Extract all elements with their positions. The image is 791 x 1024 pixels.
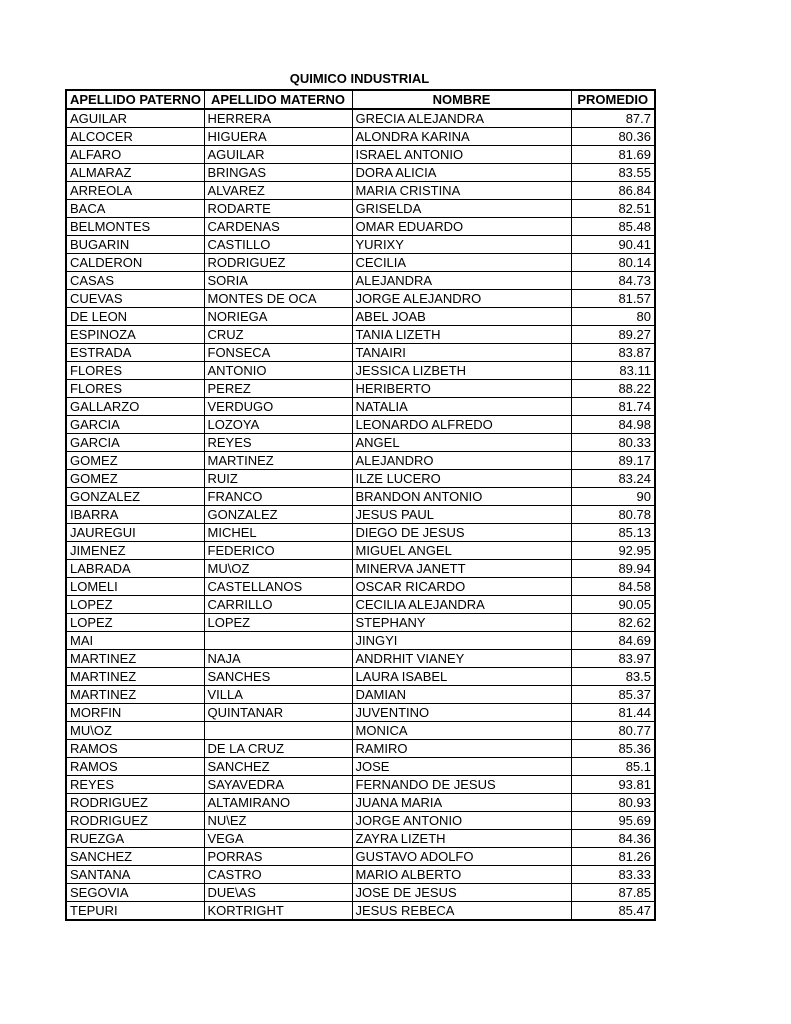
apellido-paterno-cell: LOPEZ: [66, 614, 204, 632]
nombre-cell: ALONDRA KARINA: [352, 128, 571, 146]
apellido-materno-cell: GONZALEZ: [204, 506, 352, 524]
apellido-paterno-cell: BELMONTES: [66, 218, 204, 236]
promedio-cell: 80.33: [571, 434, 655, 452]
apellido-paterno-cell: RAMOS: [66, 740, 204, 758]
apellido-materno-cell: BRINGAS: [204, 164, 352, 182]
apellido-paterno-cell: GALLARZO: [66, 398, 204, 416]
promedio-cell: 90.41: [571, 236, 655, 254]
table-row: [66, 218, 655, 236]
apellido-materno-cell: [204, 722, 352, 740]
table-row: [66, 128, 655, 146]
promedio-cell: 81.44: [571, 704, 655, 722]
table-row: [66, 614, 655, 632]
nombre-cell: TANAIRI: [352, 344, 571, 362]
nombre-cell: GRECIA ALEJANDRA: [352, 109, 571, 128]
apellido-paterno-cell: GARCIA: [66, 416, 204, 434]
table-row: [66, 488, 655, 506]
apellido-materno-cell: REYES: [204, 434, 352, 452]
table-row: [66, 794, 655, 812]
apellido-materno-cell: CARRILLO: [204, 596, 352, 614]
promedio-cell: 85.1: [571, 758, 655, 776]
nombre-cell: ALEJANDRA: [352, 272, 571, 290]
promedio-cell: 83.5: [571, 668, 655, 686]
promedio-cell: 85.47: [571, 902, 655, 921]
promedio-cell: 81.69: [571, 146, 655, 164]
apellido-paterno-cell: MARTINEZ: [66, 686, 204, 704]
promedio-cell: 87.7: [571, 109, 655, 128]
apellido-paterno-cell: ALCOCER: [66, 128, 204, 146]
table-row: [66, 272, 655, 290]
nombre-cell: DORA ALICIA: [352, 164, 571, 182]
table-row: [66, 109, 655, 128]
apellido-paterno-cell: ARREOLA: [66, 182, 204, 200]
nombre-cell: JUVENTINO: [352, 704, 571, 722]
apellido-materno-cell: RODRIGUEZ: [204, 254, 352, 272]
apellido-materno-cell: NORIEGA: [204, 308, 352, 326]
promedio-cell: 86.84: [571, 182, 655, 200]
nombre-cell: MARIO ALBERTO: [352, 866, 571, 884]
table-row: [66, 326, 655, 344]
apellido-paterno-cell: REYES: [66, 776, 204, 794]
apellido-materno-cell: ALTAMIRANO: [204, 794, 352, 812]
nombre-cell: JOSE DE JESUS: [352, 884, 571, 902]
nombre-cell: ALEJANDRO: [352, 452, 571, 470]
apellido-paterno-cell: MARTINEZ: [66, 650, 204, 668]
promedio-cell: 80.93: [571, 794, 655, 812]
apellido-materno-cell: KORTRIGHT: [204, 902, 352, 921]
table-row: [66, 686, 655, 704]
promedio-cell: 85.13: [571, 524, 655, 542]
table-row: [66, 632, 655, 650]
nombre-cell: ANDRHIT VIANEY: [352, 650, 571, 668]
nombre-cell: OSCAR RICARDO: [352, 578, 571, 596]
apellido-paterno-cell: GONZALEZ: [66, 488, 204, 506]
apellido-paterno-cell: FLORES: [66, 362, 204, 380]
table-row: [66, 740, 655, 758]
promedio-cell: 82.62: [571, 614, 655, 632]
promedio-cell: 80.77: [571, 722, 655, 740]
apellido-paterno-cell: CUEVAS: [66, 290, 204, 308]
promedio-cell: 81.74: [571, 398, 655, 416]
nombre-cell: LAURA ISABEL: [352, 668, 571, 686]
nombre-cell: JESUS PAUL: [352, 506, 571, 524]
apellido-materno-cell: CASTILLO: [204, 236, 352, 254]
table-body: [66, 109, 655, 920]
apellido-paterno-cell: RUEZGA: [66, 830, 204, 848]
apellido-paterno-cell: GOMEZ: [66, 470, 204, 488]
apellido-paterno-cell: JIMENEZ: [66, 542, 204, 560]
apellido-materno-cell: LOPEZ: [204, 614, 352, 632]
promedio-cell: 81.57: [571, 290, 655, 308]
promedio-cell: 85.36: [571, 740, 655, 758]
nombre-cell: ILZE LUCERO: [352, 470, 571, 488]
table-row: [66, 470, 655, 488]
header-row: [66, 90, 655, 109]
table-row: [66, 812, 655, 830]
table-row: [66, 650, 655, 668]
table-row: [66, 416, 655, 434]
nombre-cell: GRISELDA: [352, 200, 571, 218]
apellido-materno-cell: HIGUERA: [204, 128, 352, 146]
table-row: [66, 542, 655, 560]
apellido-paterno-cell: FLORES: [66, 380, 204, 398]
apellido-paterno-cell: LOMELI: [66, 578, 204, 596]
apellido-materno-cell: DE LA CRUZ: [204, 740, 352, 758]
apellido-paterno-cell: MORFIN: [66, 704, 204, 722]
document-title: QUIMICO INDUSTRIAL: [289, 71, 430, 86]
apellido-paterno-cell: RODRIGUEZ: [66, 812, 204, 830]
promedio-cell: 84.58: [571, 578, 655, 596]
promedio-cell: 80.78: [571, 506, 655, 524]
table-row: [66, 884, 655, 902]
apellido-materno-cell: SAYAVEDRA: [204, 776, 352, 794]
apellido-materno-cell: VILLA: [204, 686, 352, 704]
table-row: [66, 776, 655, 794]
table-row: [66, 254, 655, 272]
table-row: [66, 344, 655, 362]
table-row: [66, 524, 655, 542]
promedio-cell: 83.11: [571, 362, 655, 380]
apellido-materno-cell: CASTELLANOS: [204, 578, 352, 596]
apellido-paterno-cell: MAI: [66, 632, 204, 650]
apellido-materno-cell: ANTONIO: [204, 362, 352, 380]
apellido-materno-cell: FEDERICO: [204, 542, 352, 560]
apellido-paterno-cell: JAUREGUI: [66, 524, 204, 542]
apellido-materno-cell: MARTINEZ: [204, 452, 352, 470]
nombre-cell: JESUS REBECA: [352, 902, 571, 921]
promedio-cell: 80.36: [571, 128, 655, 146]
table-row: [66, 308, 655, 326]
nombre-cell: RAMIRO: [352, 740, 571, 758]
apellido-paterno-cell: GOMEZ: [66, 452, 204, 470]
nombre-cell: NATALIA: [352, 398, 571, 416]
table-row: [66, 506, 655, 524]
table-row: [66, 722, 655, 740]
promedio-cell: 83.87: [571, 344, 655, 362]
apellido-materno-cell: NAJA: [204, 650, 352, 668]
apellido-paterno-cell: SANCHEZ: [66, 848, 204, 866]
apellido-materno-cell: VERDUGO: [204, 398, 352, 416]
promedio-cell: 81.26: [571, 848, 655, 866]
table-row: [66, 146, 655, 164]
apellido-paterno-cell: MARTINEZ: [66, 668, 204, 686]
nombre-cell: ZAYRA LIZETH: [352, 830, 571, 848]
apellido-paterno-cell: DE LEON: [66, 308, 204, 326]
nombre-cell: OMAR EDUARDO: [352, 218, 571, 236]
apellido-paterno-cell: MU\OZ: [66, 722, 204, 740]
nombre-cell: JOSE: [352, 758, 571, 776]
nombre-cell: JUANA MARIA: [352, 794, 571, 812]
apellido-materno-cell: DUE\AS: [204, 884, 352, 902]
nombre-cell: DIEGO DE JESUS: [352, 524, 571, 542]
apellido-materno-cell: RODARTE: [204, 200, 352, 218]
apellido-materno-cell: LOZOYA: [204, 416, 352, 434]
promedio-cell: 83.33: [571, 866, 655, 884]
promedio-cell: 80: [571, 308, 655, 326]
nombre-cell: JINGYI: [352, 632, 571, 650]
promedio-cell: 95.69: [571, 812, 655, 830]
header-apellido-materno: APELLIDO MATERNO: [204, 90, 352, 109]
nombre-cell: CECILIA ALEJANDRA: [352, 596, 571, 614]
apellido-paterno-cell: AGUILAR: [66, 109, 204, 128]
apellido-materno-cell: MU\OZ: [204, 560, 352, 578]
promedio-cell: 82.51: [571, 200, 655, 218]
promedio-cell: 92.95: [571, 542, 655, 560]
apellido-paterno-cell: RAMOS: [66, 758, 204, 776]
promedio-cell: 84.36: [571, 830, 655, 848]
nombre-cell: FERNANDO DE JESUS: [352, 776, 571, 794]
nombre-cell: JORGE ANTONIO: [352, 812, 571, 830]
apellido-materno-cell: MICHEL: [204, 524, 352, 542]
nombre-cell: CECILIA: [352, 254, 571, 272]
promedio-cell: 89.17: [571, 452, 655, 470]
apellido-materno-cell: PORRAS: [204, 848, 352, 866]
promedio-cell: 90.05: [571, 596, 655, 614]
apellido-materno-cell: FONSECA: [204, 344, 352, 362]
promedio-cell: 87.85: [571, 884, 655, 902]
apellido-materno-cell: CARDENAS: [204, 218, 352, 236]
nombre-cell: GUSTAVO ADOLFO: [352, 848, 571, 866]
apellido-paterno-cell: BUGARIN: [66, 236, 204, 254]
promedio-cell: 84.73: [571, 272, 655, 290]
nombre-cell: JORGE ALEJANDRO: [352, 290, 571, 308]
apellido-materno-cell: QUINTANAR: [204, 704, 352, 722]
apellido-paterno-cell: GARCIA: [66, 434, 204, 452]
nombre-cell: JESSICA LIZBETH: [352, 362, 571, 380]
apellido-paterno-cell: CASAS: [66, 272, 204, 290]
promedio-cell: 83.55: [571, 164, 655, 182]
apellido-materno-cell: HERRERA: [204, 109, 352, 128]
apellido-materno-cell: MONTES DE OCA: [204, 290, 352, 308]
table-row: [66, 758, 655, 776]
nombre-cell: HERIBERTO: [352, 380, 571, 398]
table-row: [66, 164, 655, 182]
apellido-materno-cell: [204, 632, 352, 650]
apellido-paterno-cell: SEGOVIA: [66, 884, 204, 902]
header-promedio: PROMEDIO: [571, 90, 655, 109]
promedio-cell: 84.98: [571, 416, 655, 434]
apellido-materno-cell: SANCHES: [204, 668, 352, 686]
table-row: [66, 182, 655, 200]
apellido-materno-cell: CRUZ: [204, 326, 352, 344]
apellido-paterno-cell: SANTANA: [66, 866, 204, 884]
apellido-materno-cell: SORIA: [204, 272, 352, 290]
promedio-cell: 89.27: [571, 326, 655, 344]
nombre-cell: DAMIAN: [352, 686, 571, 704]
table-row: [66, 434, 655, 452]
apellido-materno-cell: AGUILAR: [204, 146, 352, 164]
promedio-cell: 85.48: [571, 218, 655, 236]
apellido-materno-cell: NU\EZ: [204, 812, 352, 830]
table-row: [66, 398, 655, 416]
header-apellido-paterno: APELLIDO PATERNO: [66, 90, 204, 109]
table-row: [66, 704, 655, 722]
table-row: [66, 866, 655, 884]
promedio-cell: 85.37: [571, 686, 655, 704]
table-row: [66, 380, 655, 398]
nombre-cell: MONICA: [352, 722, 571, 740]
nombre-cell: ABEL JOAB: [352, 308, 571, 326]
table-row: [66, 830, 655, 848]
students-table: [65, 89, 656, 921]
promedio-cell: 93.81: [571, 776, 655, 794]
table-row: [66, 452, 655, 470]
apellido-paterno-cell: TEPURI: [66, 902, 204, 921]
apellido-materno-cell: PEREZ: [204, 380, 352, 398]
table-row: [66, 236, 655, 254]
promedio-cell: 80.14: [571, 254, 655, 272]
apellido-paterno-cell: LABRADA: [66, 560, 204, 578]
header-nombre: NOMBRE: [352, 90, 571, 109]
nombre-cell: ISRAEL ANTONIO: [352, 146, 571, 164]
table-row: [66, 290, 655, 308]
nombre-cell: TANIA LIZETH: [352, 326, 571, 344]
apellido-paterno-cell: ESTRADA: [66, 344, 204, 362]
table-row: [66, 578, 655, 596]
nombre-cell: YURIXY: [352, 236, 571, 254]
nombre-cell: MIGUEL ANGEL: [352, 542, 571, 560]
apellido-paterno-cell: CALDERON: [66, 254, 204, 272]
nombre-cell: ANGEL: [352, 434, 571, 452]
table-row: [66, 200, 655, 218]
apellido-materno-cell: ALVAREZ: [204, 182, 352, 200]
apellido-materno-cell: SANCHEZ: [204, 758, 352, 776]
table-row: [66, 596, 655, 614]
apellido-paterno-cell: ESPINOZA: [66, 326, 204, 344]
nombre-cell: LEONARDO ALFREDO: [352, 416, 571, 434]
apellido-materno-cell: VEGA: [204, 830, 352, 848]
apellido-materno-cell: RUIZ: [204, 470, 352, 488]
nombre-cell: BRANDON ANTONIO: [352, 488, 571, 506]
apellido-paterno-cell: ALFARO: [66, 146, 204, 164]
nombre-cell: STEPHANY: [352, 614, 571, 632]
table-row: [66, 362, 655, 380]
table-row: [66, 902, 655, 921]
table-row: [66, 560, 655, 578]
promedio-cell: 83.24: [571, 470, 655, 488]
promedio-cell: 89.94: [571, 560, 655, 578]
apellido-materno-cell: CASTRO: [204, 866, 352, 884]
apellido-paterno-cell: ALMARAZ: [66, 164, 204, 182]
apellido-paterno-cell: LOPEZ: [66, 596, 204, 614]
apellido-paterno-cell: RODRIGUEZ: [66, 794, 204, 812]
table-row: [66, 848, 655, 866]
apellido-materno-cell: FRANCO: [204, 488, 352, 506]
promedio-cell: 90: [571, 488, 655, 506]
promedio-cell: 83.97: [571, 650, 655, 668]
nombre-cell: MARIA CRISTINA: [352, 182, 571, 200]
promedio-cell: 88.22: [571, 380, 655, 398]
apellido-paterno-cell: IBARRA: [66, 506, 204, 524]
promedio-cell: 84.69: [571, 632, 655, 650]
nombre-cell: MINERVA JANETT: [352, 560, 571, 578]
apellido-paterno-cell: BACA: [66, 200, 204, 218]
table-row: [66, 668, 655, 686]
